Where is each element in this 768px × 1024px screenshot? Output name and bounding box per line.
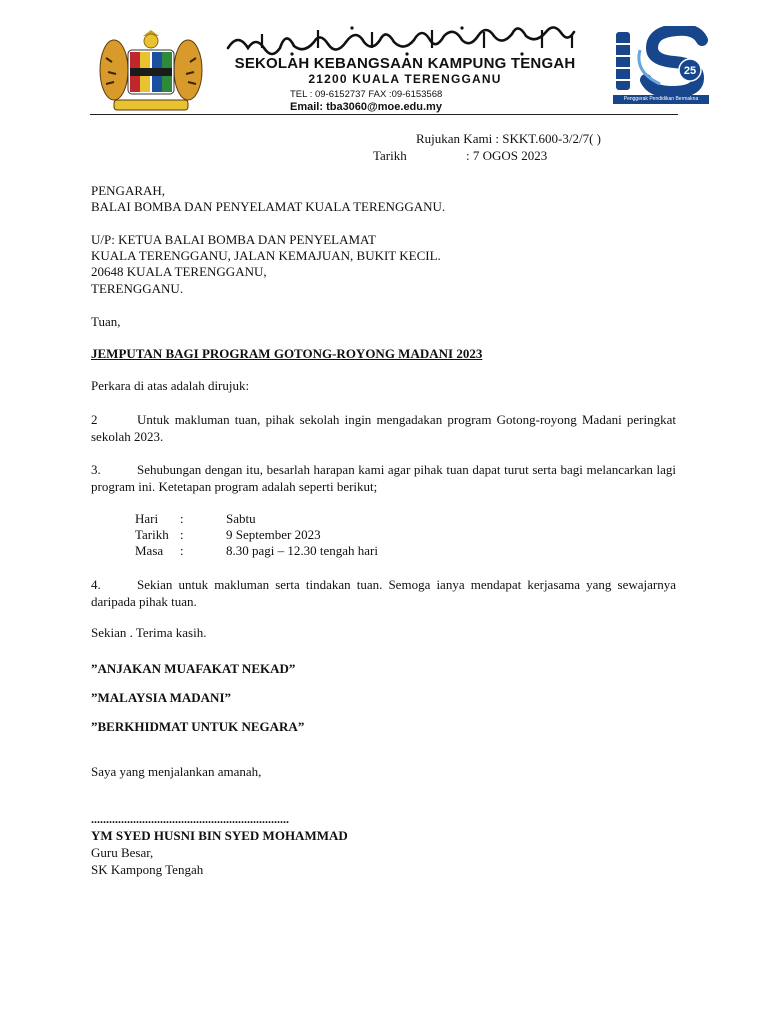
logo-number: 25 (683, 65, 697, 77)
attention-line: TERENGGANU. (91, 281, 184, 296)
paragraph-text: Sekian untuk makluman serta tindakan tuan. Semoga ianya mendapat kerjasama yang sewajarnya daripada pihak tuan. (91, 577, 676, 609)
skkt-25-logo (612, 26, 710, 100)
jawi-school-name (222, 24, 592, 54)
paragraph-4 (91, 576, 676, 610)
paragraph-number: 3. (91, 462, 101, 477)
school-address: 21200 KUALA TERENGGANU (308, 72, 502, 86)
paragraph-text: Sehubungan dengan itu, besarlah harapan kami agar pihak tuan dapat turut serta bagi melancarkan lagi program ini. Ketetapan program adalah seperti berikut; (91, 462, 676, 494)
paragraph-2 (91, 411, 676, 445)
letter-subject: JEMPUTAN BAGI PROGRAM GOTONG-ROYONG MADANI 2023 (91, 346, 483, 361)
slogan: ”ANJAKAN MUAFAKAT NEKAD” (91, 661, 296, 676)
reference-number: Rujukan Kami : SKKT.600-3/2/7( ) (416, 131, 601, 146)
signatory-name: YM SYED HUSNI BIN SYED MOHAMMAD (91, 828, 348, 843)
slogan: ”BERKHIDMAT UNTUK NEGARA” (91, 719, 305, 734)
paragraph-text: Untuk makluman tuan, pihak sekolah ingin mengadakan program Gotong-royong Madani peringkat sekolah 2023. (91, 412, 676, 444)
signatory-position: Guru Besar, (91, 845, 154, 860)
school-name: SEKOLAH KEBANGSAAN KAMPUNG TENGAH (234, 55, 576, 72)
signature-line: .................................................................. (91, 812, 289, 826)
slogan: ”MALAYSIA MADANI” (91, 690, 232, 705)
paragraph-number: 4. (91, 577, 101, 592)
schedule-colon: : (180, 543, 184, 558)
recipient-line: BALAI BOMBA DAN PENYELAMAT KUALA TERENGGANU. (91, 199, 446, 214)
attention-line: KUALA TERENGGANU, JALAN KEMAJUAN, BUKIT KECIL. (91, 248, 441, 263)
letterhead-divider (90, 114, 678, 115)
paragraph-1: Perkara di atas adalah dirujuk: (91, 378, 250, 393)
paragraph-3 (91, 461, 676, 495)
recipient-line: PENGARAH, (91, 183, 166, 198)
schedule-colon: : (180, 511, 184, 526)
schedule-label: Masa (135, 543, 164, 558)
closing-line: Sekian . Terima kasih. (91, 625, 207, 640)
attention-line: U/P: KETUA BALAI BOMBA DAN PENYELAMAT (91, 232, 376, 247)
schedule-value: 8.30 pagi – 12.30 tengah hari (226, 543, 378, 558)
paragraph-number: 2 (91, 412, 98, 427)
schedule-colon: : (180, 527, 184, 542)
schedule-value: 9 September 2023 (226, 527, 321, 542)
schedule-value: Sabtu (226, 511, 256, 526)
date-value: : 7 OGOS 2023 (466, 148, 548, 163)
attention-line: 20648 KUALA TERENGGANU, (91, 264, 267, 279)
schedule-label: Tarikh (135, 527, 169, 542)
school-telephone: TEL : 09-6152737 FAX :09-6153568 (290, 89, 443, 100)
school-email: Email: tba3060@moe.edu.my (290, 101, 442, 113)
logo-caption: Penggerak Pendidikan Bermakna (613, 95, 709, 104)
signatory-school: SK Kampong Tengah (91, 862, 204, 877)
schedule-label: Hari (135, 511, 159, 526)
salutation: Tuan, (91, 314, 121, 329)
signoff-trust-line: Saya yang menjalankan amanah, (91, 764, 262, 779)
date-label: Tarikh (373, 148, 407, 163)
malaysia-crest-logo (96, 28, 206, 114)
